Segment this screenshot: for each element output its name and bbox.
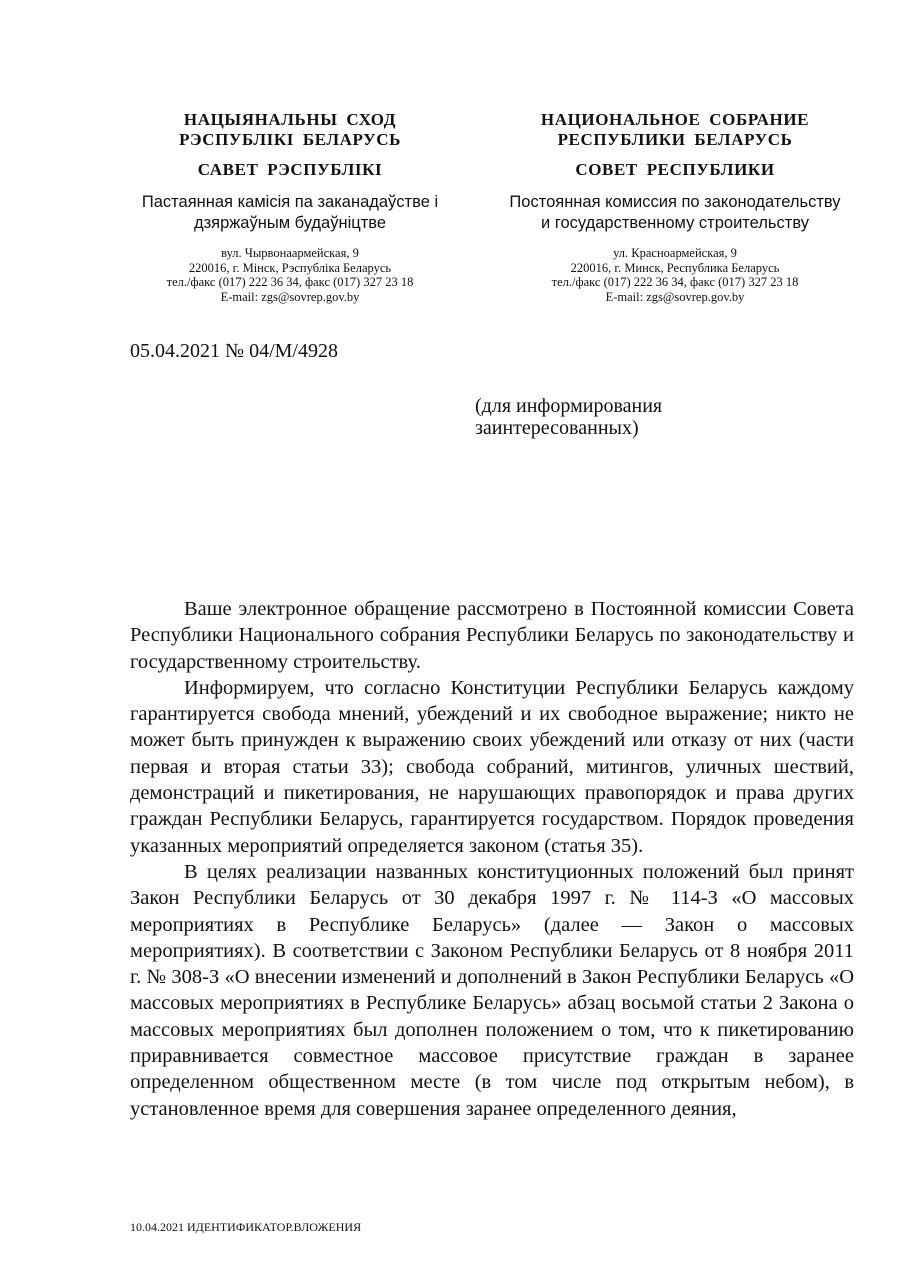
commission-line-1: Пастаянная камісія па заканадаўстве і: [141, 193, 439, 211]
city-address: 220016, г. Мінск, Рэспубліка Беларусь: [188, 260, 392, 275]
commission-name-ru: [480, 192, 870, 234]
footer-identifier: 10.04.2021 ИДЕНТИФИКАТОР.ВЛОЖЕНИЯ: [130, 1220, 362, 1234]
paragraph: Информируем, что согласно Конституции Республики Беларусь каждому гарантируется свобода мнений, убеждений и их свободное выражение; никто не может быть принужден к выражению своих убеждений или отказу от них (части первая и вторая статьи 33); свобода собраний, митингов, уличных шествий, демонстраций и пикетирования, не нарушающих правопорядок и права других граждан Республики Беларусь, гарантируется государством. Порядок проведения указанных мероприятий определяется законом (статья 35).: [130, 676, 854, 857]
letter-body: [130, 596, 854, 1122]
commission-line-2: и государственному строительству: [541, 214, 809, 232]
org-line-1: НАЦЫЯНАЛЬНЫ СХОД: [183, 110, 397, 129]
org-line-1: НАЦИОНАЛЬНОЕ СОБРАНИЕ: [540, 110, 810, 129]
org-line-2: РЕСПУБЛИКИ БЕЛАРУСЬ: [557, 130, 793, 149]
letterhead-belarusian: [110, 110, 470, 304]
addressee-line-1: (для информирования: [475, 395, 663, 417]
street-address: вул. Чырвонаармейская, 9: [221, 246, 359, 260]
commission-line-1: Постоянная комиссия по законодательству: [509, 193, 841, 211]
letterhead-russian: [480, 110, 870, 304]
phone-fax: тел./факс (017) 222 36 34, факс (017) 327 23 18: [166, 275, 414, 289]
paragraph: Ваше электронное обращение рассмотрено в Постоянной комиссии Совета Республики Национального собрания Республики Беларусь по законодательству и государственному строительству.: [130, 598, 854, 673]
street-address: ул. Красноармейская, 9: [613, 246, 737, 260]
org-name-by: [110, 110, 470, 150]
paragraph: В целях реализации названных конституционных положений был принят Закон Республики Беларусь от 30 декабря 1997 г. № 114-З «О массовых мероприятиях в Республике Беларусь» (далее — Закон о массовых мероприятиях). В соответствии с Законом Республики Беларусь от 8 ноября 2011 г. № 308-З «О внесении изменений и дополнений в Закон Республики Беларусь «О массовых мероприятиях в Республике Беларусь» абзац восьмой статьи 2 Закона о массовых мероприятиях был дополнен положением о том, что к пикетированию приравнивается совместное массовое присутствие граждан в заранее определенном общественном месте (в том числе под открытым небом), в установленное время для совершения заранее определенного деяния,: [130, 860, 854, 1120]
commission-line-2: дзяржаўным будаўніцтве: [193, 214, 387, 232]
email: E-mail: zgs@sovrep.gov.by: [605, 289, 745, 304]
document-reference: 05.04.2021 № 04/М/4928: [130, 340, 338, 362]
city-address: 220016, г. Минск, Республика Беларусь: [570, 260, 780, 275]
phone-fax: тел./факс (017) 222 36 34, факс (017) 327 23 18: [551, 275, 799, 289]
contact-block-ru: [480, 246, 870, 304]
council-name-by: САВЕТ РЭСПУБЛІКІ: [197, 160, 383, 179]
contact-block-by: [110, 246, 470, 304]
commission-name-by: [110, 192, 470, 234]
addressee: [475, 395, 662, 439]
email: E-mail: zgs@sovrep.gov.by: [220, 289, 360, 304]
org-line-2: РЭСПУБЛІКІ БЕЛАРУСЬ: [179, 130, 401, 149]
addressee-line-2: заинтересованных): [475, 417, 639, 439]
org-name-ru: [480, 110, 870, 150]
council-name-ru: СОВЕТ РЕСПУБЛИКИ: [575, 160, 775, 179]
